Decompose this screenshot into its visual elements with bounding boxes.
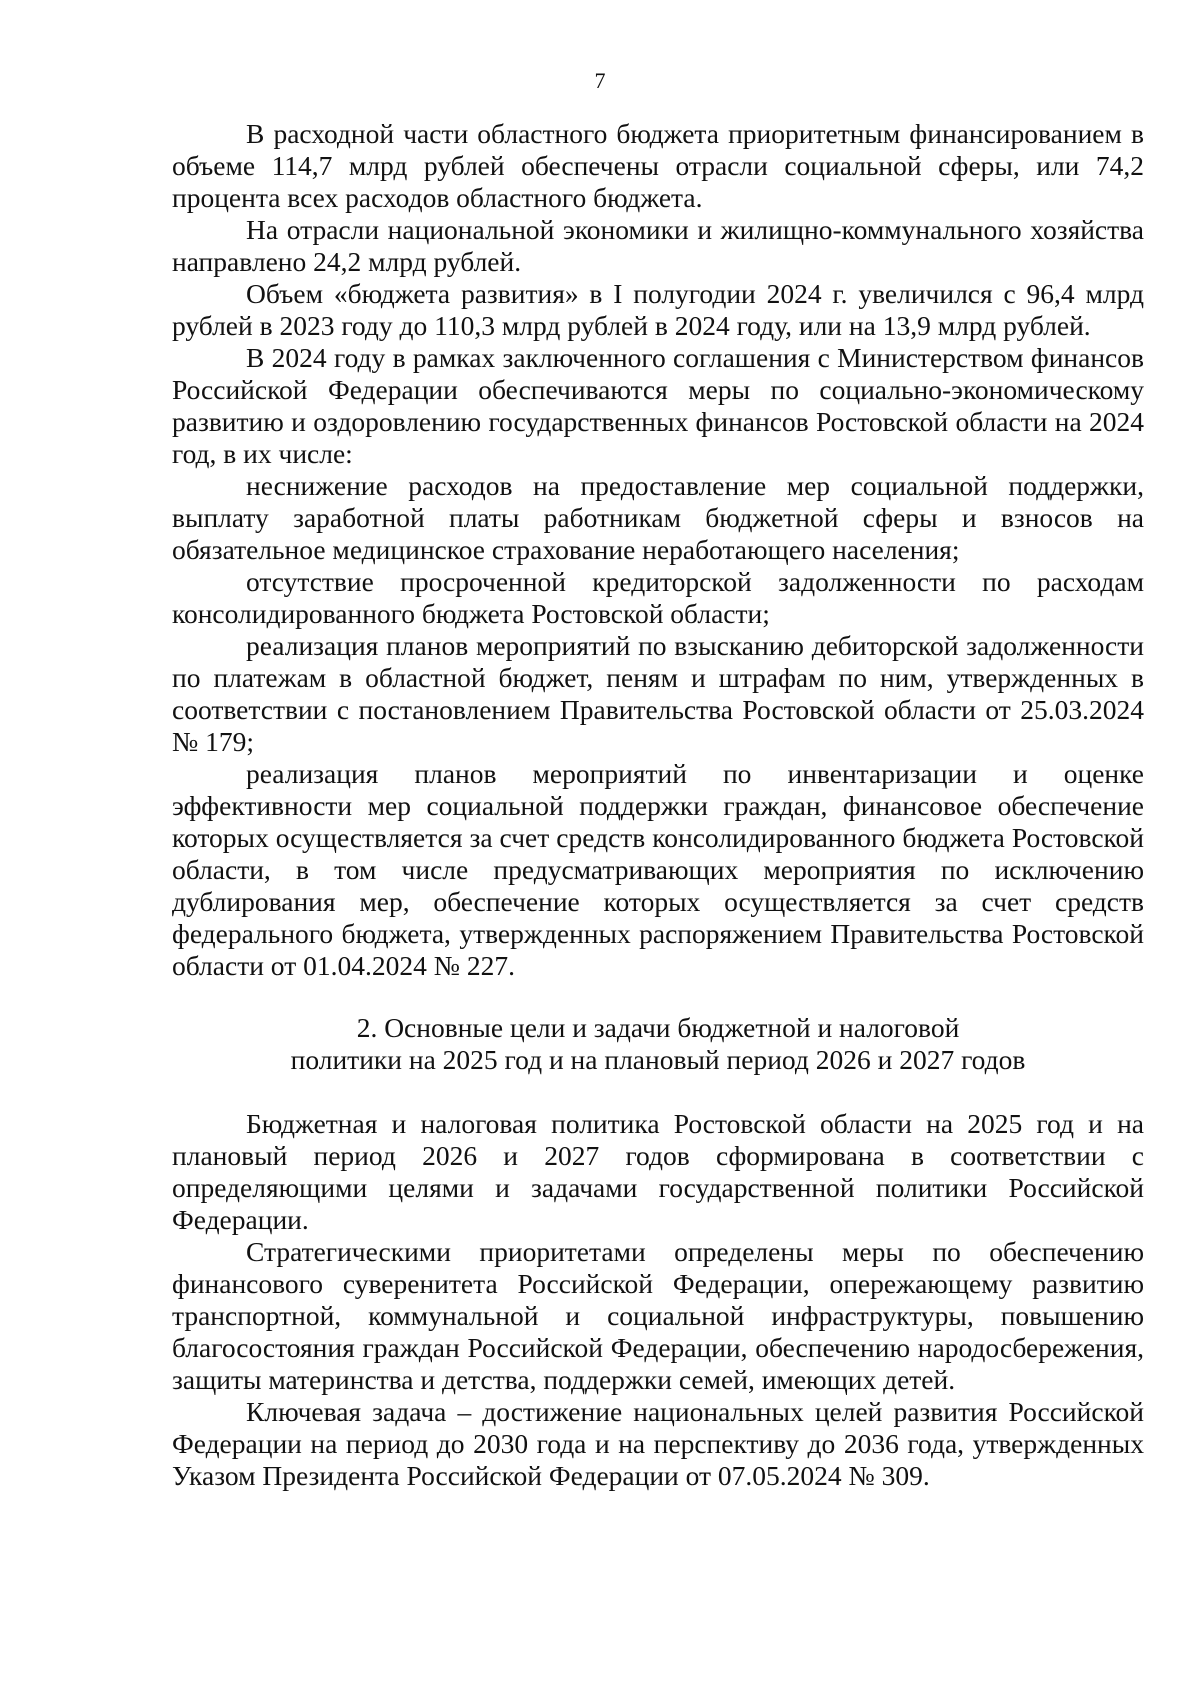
paragraph: В расходной части областного бюджета приоритетным финансированием в объеме 114,7 млрд рублей обеспечены отрасли социальной сферы, или 74,2 процента всех расходов областного бюджета. [172,118,1144,213]
page-number: 7 [594,68,606,93]
paragraph: Стратегическими приоритетами определены меры по обеспечению финансового суверенитета Российской Федерации, опережающему развитию транспортной, коммунальной и социальной инфраструктуры, повышению благосостояния граждан Российской Федерации, обеспечению народосбережения, защиты материнства и детства, поддержки семей, имеющих детей. [172,1236,1144,1395]
list-item-paragraph: реализация планов мероприятий по взысканию дебиторской задолженности по платежам в областной бюджет, пеням и штрафам по ним, утвержденных в соответствии с постановлением Правительства Ростовской области от 25.03.2024 № 179; [172,630,1144,757]
document-body [172,118,1144,1492]
paragraph: Объем «бюджета развития» в I полугодии 2024 г. увеличился с 96,4 млрд рублей в 2023 году до 110,3 млрд рублей в 2024 году, или на 13,9 млрд рублей. [172,278,1144,341]
section-heading-line-1: 2. Основные цели и задачи бюджетной и налоговой [356,1012,960,1043]
list-item-paragraph: отсутствие просроченной кредиторской задолженности по расходам консолидированного бюджета Ростовской области; [172,566,1144,629]
paragraph: В 2024 году в рамках заключенного соглашения с Министерством финансов Российской Федерации обеспечиваются меры по социально-экономическому развитию и оздоровлению государственных финансов Ростовской области на 2024 год, в их числе: [172,342,1144,469]
list-item-paragraph: неснижение расходов на предоставление мер социальной поддержки, выплату заработной платы работникам бюджетной сферы и взносов на обязательное медицинское страхование неработающего населения; [172,470,1144,565]
section-heading-line-2: политики на 2025 год и на плановый период 2026 и 2027 годов [290,1044,1026,1075]
paragraph: Ключевая задача – достижение национальных целей развития Российской Федерации на период до 2030 года и на перспективу до 2036 года, утвержденных Указом Президента Российской Федерации от 07.05.2024 № 309. [172,1396,1144,1491]
section-heading [172,1012,1144,1076]
list-item-paragraph: реализация планов мероприятий по инвентаризации и оценке эффективности мер социальной поддержки граждан, финансовое обеспечение которых осуществляется за счет средств консолидированного бюджета Ростовской области, в том числе предусматривающих мероприятия по исключению дублирования мер, обеспечение которых осуществляется за счет средств федерального бюджета, утвержденных распоряжением Правительства Ростовской области от 01.04.2024 № 227. [172,758,1144,981]
paragraph: На отрасли национальной экономики и жилищно-коммунального хозяйства направлено 24,2 млрд рублей. [172,214,1144,277]
paragraph: Бюджетная и налоговая политика Ростовской области на 2025 год и на плановый период 2026 и 2027 годов сформирована в соответствии с определяющими целями и задачами государственной политики Российской Федерации. [172,1108,1144,1235]
